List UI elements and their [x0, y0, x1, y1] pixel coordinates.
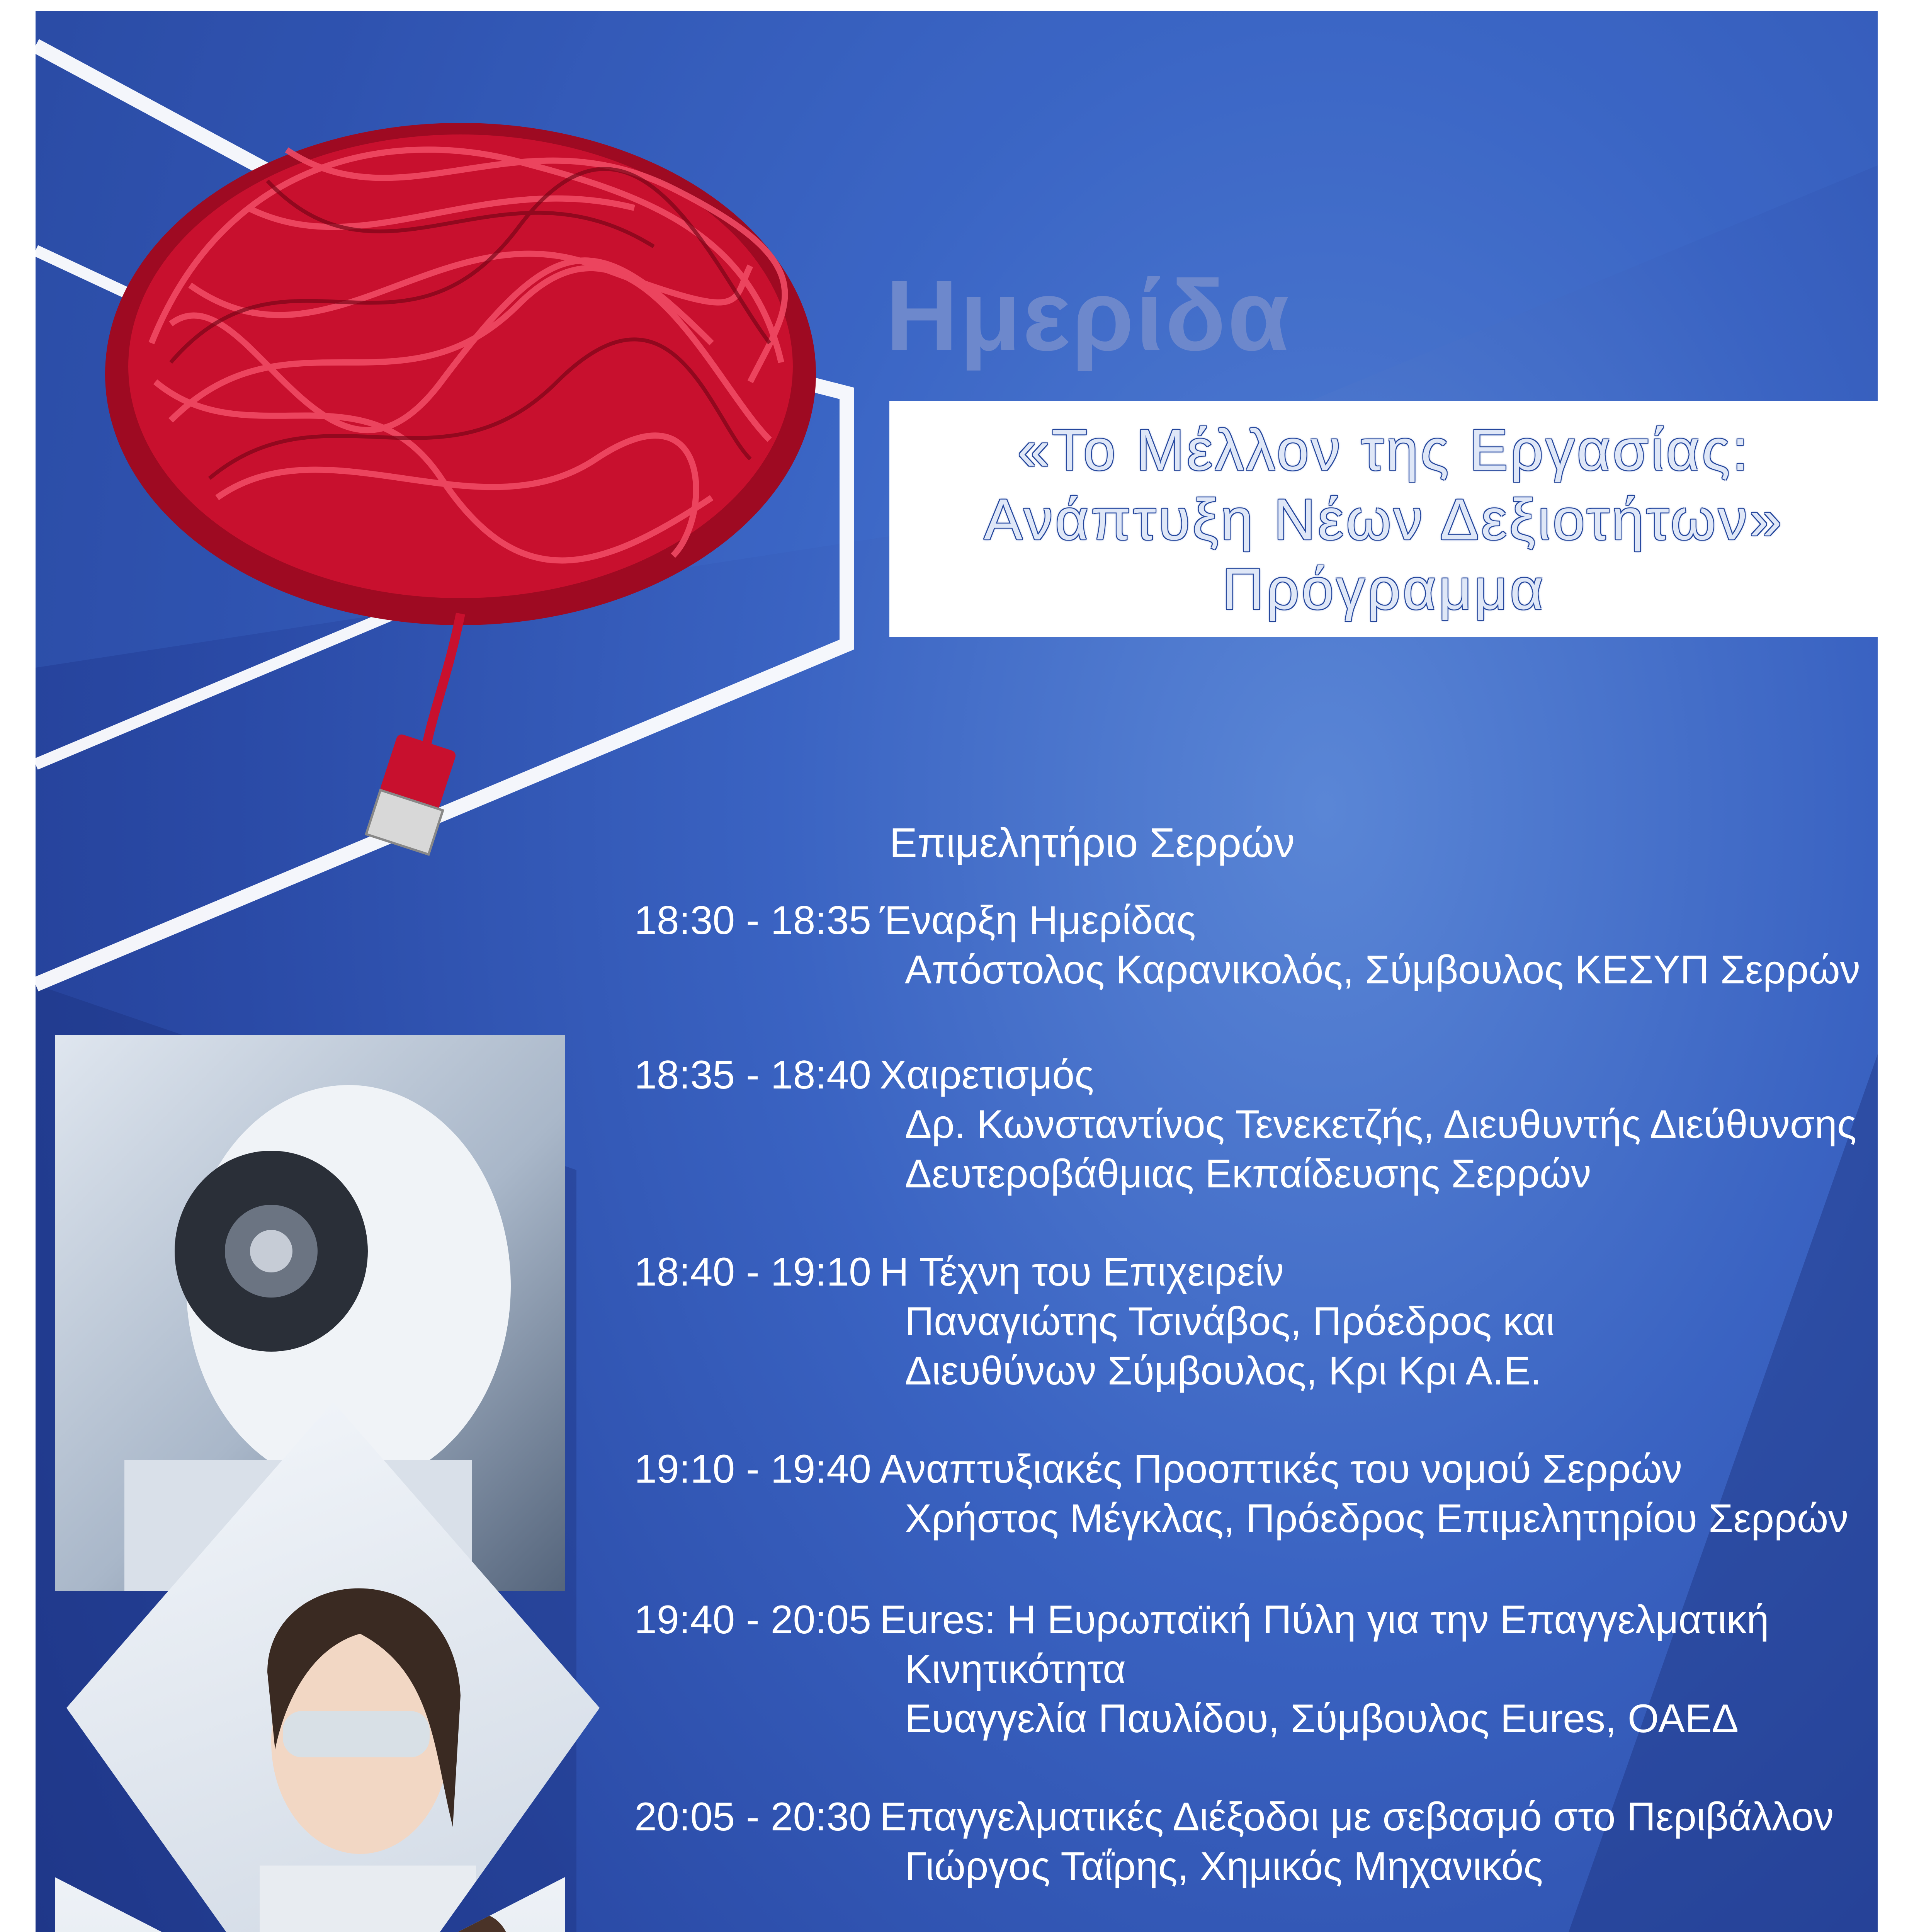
speaker-line: Γιώργος Ταΐρης, Χημικός Μηχανικός	[905, 1844, 1543, 1889]
speaker-line: Διευθύνων Σύμβουλος, Κρι Κρι Α.Ε.	[905, 1349, 1542, 1393]
speaker-line: Δρ. Κωνσταντίνος Τενεκετζής, Διευθυντής Διεύθυνσης	[905, 1102, 1856, 1147]
program-speakers	[905, 1100, 1871, 1199]
speaker-line: Κινητικότητα	[905, 1647, 1126, 1692]
program-speakers	[905, 1645, 1871, 1743]
program-time: 20:05 - 20:30	[634, 1794, 871, 1839]
subtitle-line-2: Ανάπτυξη Νέων Δεξιοτήτων»	[984, 487, 1784, 552]
program-topic: Η Τέχνη του Επιχειρείν	[880, 1250, 1284, 1294]
program-time: 18:35 - 18:40	[634, 1053, 871, 1097]
subtitle-box	[889, 401, 1878, 637]
speaker-line: Δευτεροβάθμιας Εκπαίδευσης Σερρών	[905, 1151, 1591, 1196]
program-time: 19:40 - 20:05	[634, 1597, 871, 1642]
subtitle-line-3: Πρόγραμμα	[1222, 556, 1546, 621]
program-speakers	[905, 945, 1871, 995]
speaker-line: Ευαγγελία Παυλίδου, Σύμβουλος Eures, ΟΑΕΔ	[905, 1696, 1739, 1741]
program-topic: Επαγγελματικές Διέξοδοι με σεβασμό στο Περιβάλλον	[880, 1794, 1834, 1839]
brain-illustration	[55, 34, 905, 903]
program-time: 18:30 - 18:35	[634, 898, 871, 943]
venue-heading: Επιμελητήριο Σερρών	[889, 819, 1295, 866]
program-speakers	[905, 1842, 1871, 1891]
speaker-line: Απόστολος Καρανικολός, Σύμβουλος ΚΕΣΥΠ Σερρών	[905, 947, 1860, 992]
program-time: 19:10 - 19:40	[634, 1447, 871, 1492]
program-topic: Αναπτυξιακές Προοπτικές του νομού Σερρών	[880, 1447, 1683, 1492]
event-title: Ημερίδα	[886, 260, 1291, 372]
speaker-line: Παναγιώτης Τσινάβος, Πρόεδρος και	[905, 1299, 1555, 1344]
program-speakers	[905, 1297, 1871, 1396]
subtitle-line-1: «Το Μέλλον της Εργασίας:	[1017, 417, 1751, 482]
speaker-line: Χρήστος Μέγκλας, Πρόεδρος Επιμελητηρίου Σερρών	[905, 1496, 1849, 1541]
program-time: 18:40 - 19:10	[634, 1250, 871, 1294]
poster	[36, 11, 1878, 1932]
program-topic: Χαιρετισμός	[880, 1053, 1094, 1097]
program-topic: Έναρξη Ημερίδας	[880, 898, 1196, 943]
program-topic: Eures: Η Ευρωπαϊκή Πύλη για την Επαγγελματική	[880, 1597, 1769, 1642]
program-speakers	[905, 1494, 1871, 1543]
